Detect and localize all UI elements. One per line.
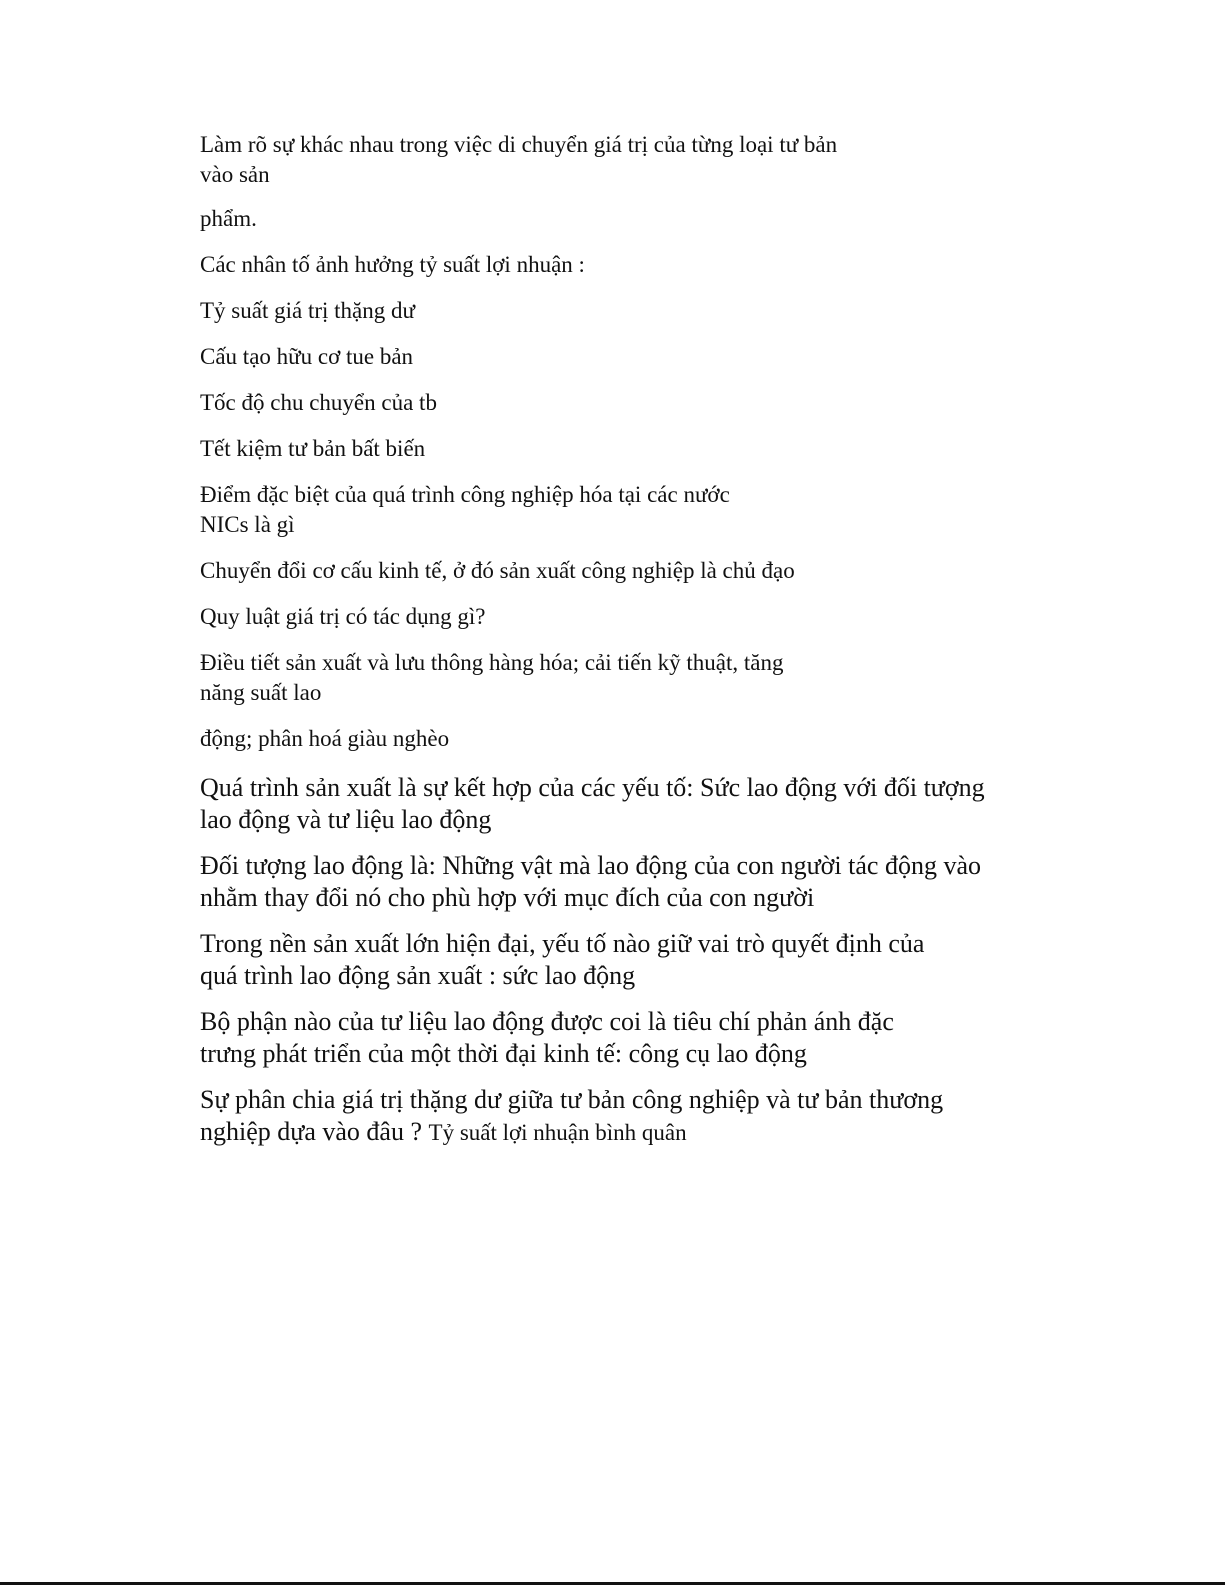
text-line: động; phân hoá giàu nghèo bbox=[200, 726, 450, 751]
text-line: Quy luật giá trị có tác dụng gì? bbox=[200, 604, 486, 629]
text-line: Quá trình sản xuất là sự kết hợp của các yếu tố: Sức lao động với đối tượng lao động và tư liệu lao động bbox=[200, 773, 985, 834]
text-line: Trong nền sản xuất lớn hiện đại, yếu tố nào giữ vai trò quyết định của quá trình lao động sản xuất : sức lao động bbox=[200, 929, 925, 990]
text-line: Điều tiết sản xuất và lưu thông hàng hóa; cải tiến kỹ thuật, tăng năng suất lao bbox=[200, 650, 784, 705]
text-line: Tỷ suất giá trị thặng dư bbox=[200, 298, 415, 323]
text-line: phẩm. bbox=[200, 206, 257, 231]
document-page bbox=[200, 130, 1000, 1149]
text-line: Bộ phận nào của tư liệu lao động được coi là tiêu chí phản ánh đặc trưng phát triển của một thời đại kinh tế: công cụ lao động bbox=[200, 1007, 894, 1068]
answer-text: Tỷ suất lợi nhuận bình quân bbox=[428, 1120, 687, 1145]
text-line: Đối tượng lao động là: Những vật mà lao động của con người tác động vào nhằm thay đổi nó cho phù hợp với mục đích của con người bbox=[200, 851, 982, 912]
text-line-mixed bbox=[200, 1084, 1000, 1149]
text-line: Cấu tạo hữu cơ tue bản bbox=[200, 344, 414, 369]
text-line: Chuyển đổi cơ cấu kinh tế, ở đó sản xuất công nghiệp là chủ đạo bbox=[200, 558, 795, 583]
text-line: Tốc độ chu chuyển của tb bbox=[200, 390, 437, 415]
text-line: Các nhân tố ảnh hưởng tỷ suất lợi nhuận : bbox=[200, 252, 585, 277]
text-line: Tết kiệm tư bản bất biến bbox=[200, 436, 426, 461]
text-line: Làm rõ sự khác nhau trong việc di chuyển giá trị của từng loại tư bản vào sản bbox=[200, 132, 838, 187]
text-line: Điểm đặc biệt của quá trình công nghiệp hóa tại các nước NICs là gì bbox=[200, 482, 730, 537]
question-text: Sự phân chia giá trị thặng dư giữa tư bản công nghiệp và tư bản thương nghiệp dựa vào đâu ? bbox=[200, 1085, 944, 1146]
